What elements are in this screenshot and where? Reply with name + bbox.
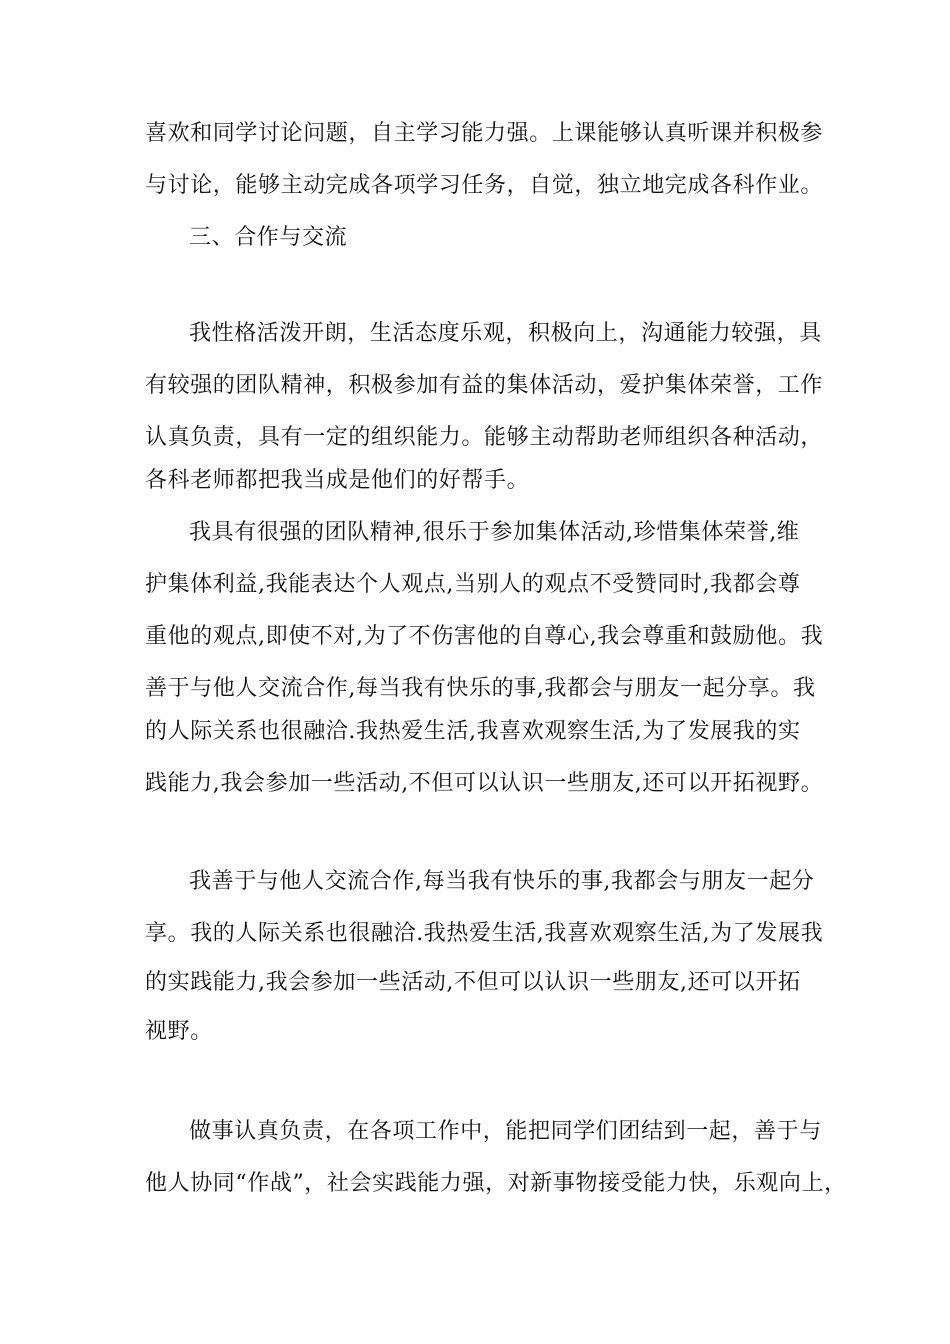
text-line: 护集体利益,我能表达个人观点,当别人的观点不受赞同时,我都会尊 bbox=[145, 572, 801, 597]
text-line: 践能力,我会参加一些活动,不但可以认识一些朋友,还可以开拓视野。 bbox=[145, 771, 824, 796]
text-line: 重他的观点,即使不对,为了不伤害他的自尊心,我会尊重和鼓励他。我 bbox=[145, 624, 824, 649]
text-line: 喜欢和同学讨论问题，自主学习能力强。上课能够认真听课并积极参 bbox=[145, 121, 824, 146]
text-line: 的实践能力,我会参加一些活动,不但可以认识一些朋友,还可以开拓 bbox=[145, 970, 801, 995]
text-line: 享。我的人际关系也很融洽.我热爱生活,我喜欢观察生活,为了发展我 bbox=[145, 921, 824, 946]
text-line: 我性格活泼开朗，生活态度乐观，积极向上，沟通能力较强，具 bbox=[189, 321, 822, 346]
text-line: 的人际关系也很融洽.我热爱生活,我喜欢观察生活,为了发展我的实 bbox=[145, 719, 801, 744]
text-line: 我具有很强的团队精神,很乐于参加集体活动,珍惜集体荣誉,维 bbox=[189, 520, 800, 545]
text-line: 与讨论，能够主动完成各项学习任务，自觉，独立地完成各科作业。 bbox=[145, 173, 824, 198]
text-line: 有较强的团队精神，积极参加有益的集体活动，爱护集体荣誉，工作 bbox=[145, 373, 824, 398]
text-line: 我善于与他人交流合作,每当我有快乐的事,我都会与朋友一起分 bbox=[189, 869, 815, 894]
text-line: 视野。 bbox=[145, 1019, 213, 1044]
text-line: 善于与他人交流合作,每当我有快乐的事,我都会与朋友一起分享。我 bbox=[145, 676, 816, 701]
text-line: 认真负责，具有一定的组织能力。能够主动帮助老师组织各种活动， bbox=[145, 425, 824, 450]
text-line: 他人协同“作战”，社会实践能力强，对新事物接受能力快，乐观向上， bbox=[145, 1171, 847, 1196]
text-line: 做事认真负责，在各项工作中，能把同学们团结到一起，善于与 bbox=[189, 1119, 822, 1144]
section-heading: 三、合作与交流 bbox=[189, 225, 348, 250]
text-line: 各科老师都把我当成是他们的好帮手。 bbox=[145, 468, 530, 493]
